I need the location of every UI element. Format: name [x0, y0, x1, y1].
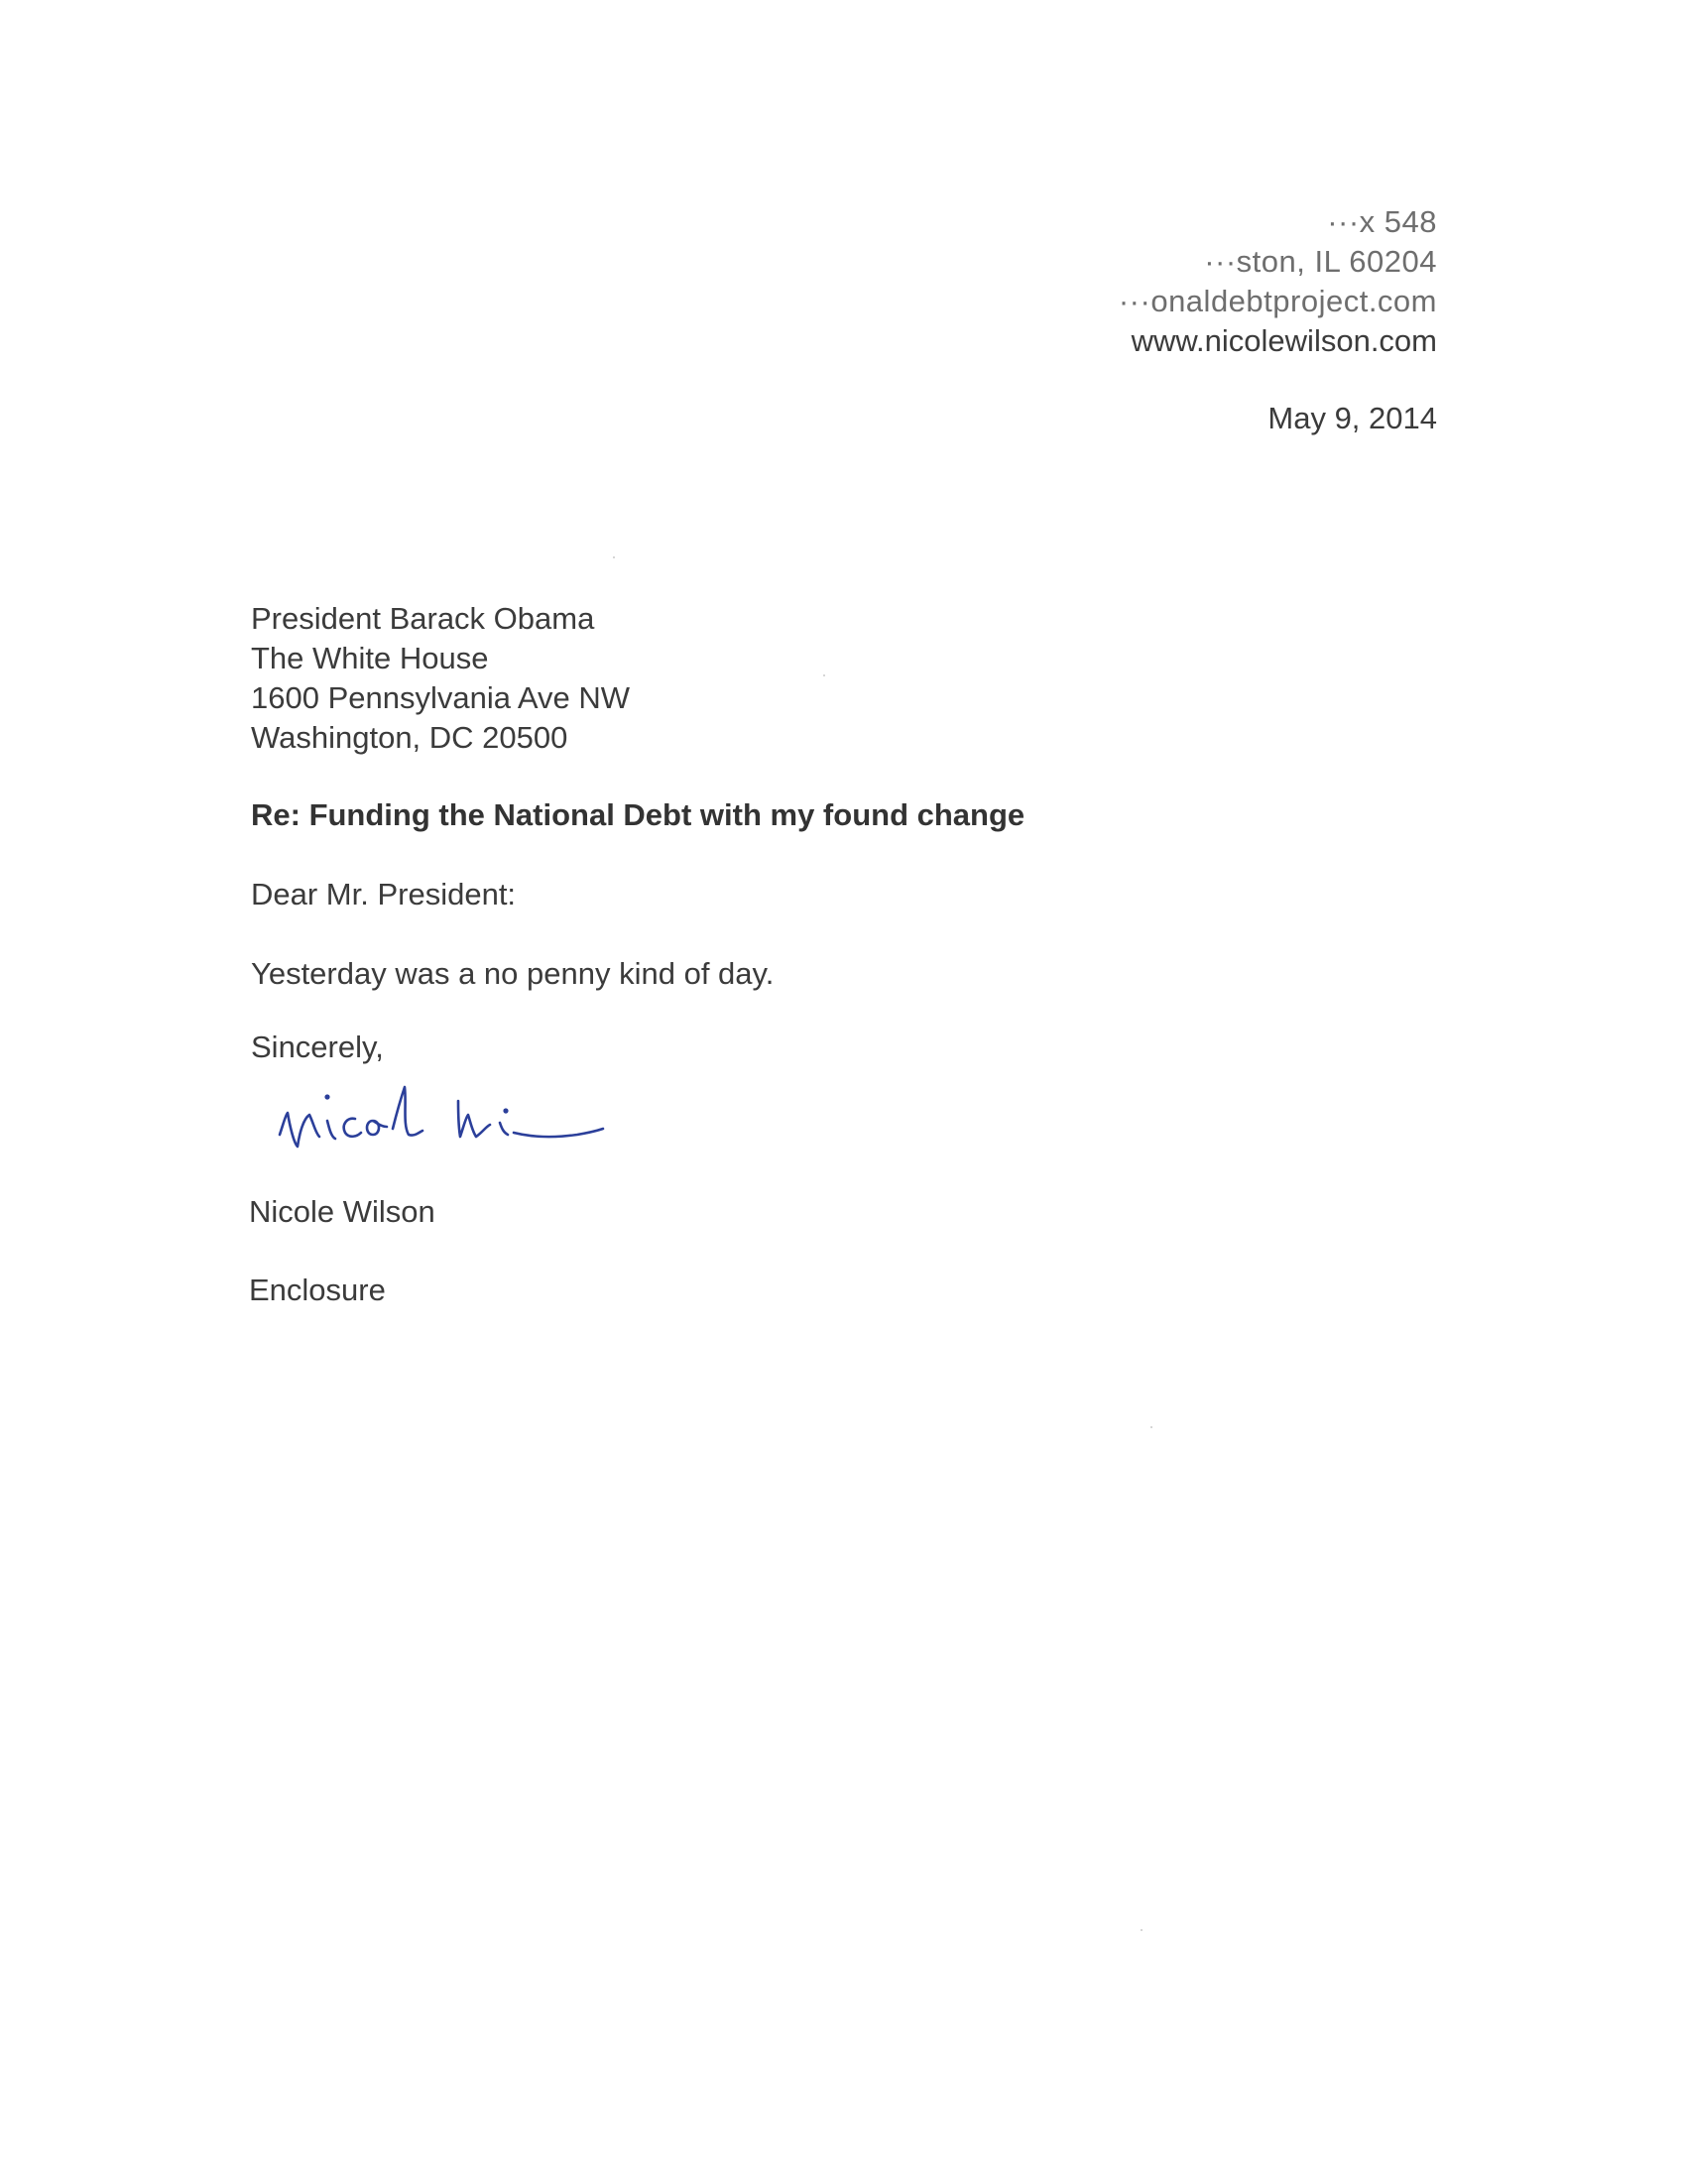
salutation: Dear Mr. President:	[251, 877, 517, 911]
paper-speck	[823, 674, 825, 676]
handwritten-signature	[270, 1063, 617, 1172]
recipient-city: Washington, DC 20500	[251, 720, 568, 755]
subject-line: Re: Funding the National Debt with my found change	[251, 797, 1025, 832]
paper-speck	[1150, 1426, 1152, 1428]
sender-address-block	[1119, 202, 1437, 361]
sender-website-2: www.nicolewilson.com	[1131, 323, 1437, 358]
signer-name: Nicole Wilson	[249, 1194, 435, 1229]
letter-date: May 9, 2014	[1267, 401, 1437, 435]
paper-speck	[1141, 1929, 1143, 1931]
closing: Sincerely,	[251, 1030, 384, 1064]
recipient-name: President Barack Obama	[251, 601, 595, 636]
sender-website-1: ···onaldebtproject.com	[1118, 284, 1437, 318]
sender-city-state-zip: ···ston, IL 60204	[1204, 244, 1437, 279]
enclosure-note: Enclosure	[249, 1273, 386, 1307]
paper-speck	[613, 556, 615, 558]
recipient-address-block	[251, 599, 630, 758]
recipient-street: 1600 Pennsylvania Ave NW	[251, 680, 630, 715]
letter-body: Yesterday was a no penny kind of day.	[251, 956, 775, 991]
sender-po-box: ···x 548	[1327, 204, 1437, 239]
recipient-organization: The White House	[251, 641, 489, 675]
